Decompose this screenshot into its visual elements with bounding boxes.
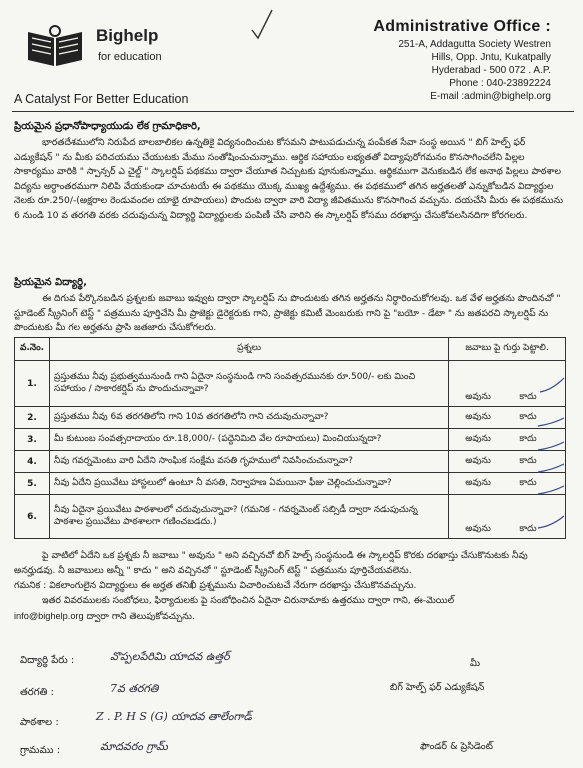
office-line: 251-A, Addagutta Society Westren (398, 39, 551, 50)
class-label: తరగతి : (20, 687, 54, 698)
row-number: 4. (15, 451, 50, 473)
tagline: A Catalyst For Better Education (14, 92, 189, 106)
signature-closing: మీ (470, 658, 481, 669)
school-label: పాఠశాల : (20, 717, 59, 728)
table-row (15, 451, 566, 473)
handwritten-tick-marks (500, 376, 570, 536)
disqualification-paragraph: పై వాటిలో ఏదేని ఒక ప్రశ్నకు నీ జవాబు " అవును " అని వచ్చినచో బిగ్ హెల్ప్ సంస్థనుండి ఈ స్కాలర్షిప్ కొరకు దరఖాస్తు చేసుకొనుటకు నీవు అనర్హుడవు. నీ జవాబులు అన్నీ " కాదు " అని వచ్చినచో " స్టూడెంట్ స్క్రీనింగ్ టెస్ట్ " పత్రమును పూర్తిచేయవలెను. (14, 550, 528, 576)
no-option[interactable]: కాదు (519, 411, 537, 422)
office-phone: Phone : 040-23892224 (449, 78, 551, 89)
checkmark-icon (250, 8, 274, 42)
row-number: 5. (15, 473, 50, 495)
yes-option[interactable]: అవును (465, 477, 491, 488)
email-tail: ద్వారా గాని తెలుపుకోవచ్చును. (86, 611, 195, 622)
village-value[interactable]: మాదవరం గ్రామ్ (100, 740, 168, 753)
class-value[interactable]: 7వ తరగతి (110, 682, 159, 695)
eligibility-paragraph: ఈ దిగువ పేర్కొనబడిన ప్రశ్నలకు జవాబు ఇవ్వుట ద్వారా స్కాలర్షిప్ ను పొందుటకు తగిన అర్హతను నిర్ధారించుకోగలవు. ఒక వేళ అర్హతను పొందినచో " స్టూడెంట్ స్క్రీనింగ్ టెస్ట్ " పత్రమును పూర్తిచేసి మీ ప్రాజెక్టు డైరెక్టరుకు గాని, ప్రాజెక్టు కమిటీ మెంబరుకు గాని పై "బయో - డేటా " ను జతపరచి స్కాలర్షిప్ ను పొందుటకు మీ గల అర్హతను ప్రాసి జతజారు చేసుకోగలరు. (14, 293, 561, 333)
no-option[interactable]: కాదు (519, 477, 537, 488)
col-number-header: వ.నెం. (15, 338, 50, 361)
yes-option[interactable]: అవును (465, 433, 491, 444)
office-email: E-mail :admin@bighelp.org (430, 91, 551, 102)
table-row (15, 429, 566, 451)
name-value[interactable]: వొప్పలపేరిమి యాదవ ఉత్తర్ (110, 650, 230, 663)
row-number: 3. (15, 429, 50, 451)
eligibility-table (14, 337, 566, 539)
row-number: 2. (15, 407, 50, 429)
row-number: 1. (15, 361, 50, 407)
header-divider (12, 111, 574, 112)
row-number: 6. (15, 495, 50, 539)
contact-paragraph: ఇతర వివరములకు సంబోధలు, ఫిర్యాదులకు పై సంబోధించిన ఏదైనా చిరునామాకు ఉత్తరము ద్వారా గాని, ఈ-మెయిల్ (42, 595, 455, 606)
no-option[interactable]: కాదు (519, 433, 537, 444)
row-question: నీవు ఏదైనా ప్రయివేటు పాఠశాలలో చదువుచున్నావా? (గమనిక - గవర్నమెంట్ సబ్సిడీ ద్వారా నడుపుచున్న పాఠశాల ప్రయివేటు పాఠశాలగా గణించబడదు.) (50, 495, 449, 539)
name-label: విద్యార్థి పేరు : (20, 655, 75, 666)
office-line: Hyderabad - 500 072 . A.P. (431, 65, 551, 76)
col-answer-header: జవాబు పై గుర్తు పెట్టాలి. (449, 338, 566, 361)
table-row (15, 361, 566, 407)
yes-option[interactable]: అవును (465, 455, 491, 466)
bighelp-logo-icon (24, 22, 86, 70)
contact-email[interactable]: info@bighelp.org (14, 611, 84, 621)
table-header-row (15, 338, 566, 361)
intro-paragraph: భారతదేశములోని నిరుపేద బాలబాలికల ఉన్నతికై విద్యనందించుట కోసమని పాటుపడుచున్న పంపేకత సేవా సంస్థ అయిన " బిగ్ హెల్ప్ ఫర్ ఎడ్యుకేషన్ " ను మీకు పరిచయము చేయుటకు మేము సంతోషించుచున్నాము. ఆర్థిక సహాయం లభ్యతతో విద్యాపురోగమనం కొనసాగించలేని పిల్లల సాకార్యము వారికి " స్పాన్సర్ ఎ చైల్డ్ " స్కాలర్షిప్ పథకము ద్వారా చేయూత నిచ్చుటకు పూనుకున్నాము. ఆర్థికముగా వెనుకబడిన లేక అనాథ పిల్లలు పాఠశాల విద్యను అర్ధాంతరముగా నిలిపి వేయకుండా చూచుటయే ఈ పథకము యొక్క ముఖ్య ఉద్దేశ్యము. ఈ పథకములో తగిన అర్హతలతో ఎన్నుకోబడిన విద్యార్థుల నెలకు రూ.250/-(అక్షరాల రెండువందల యాభై రూపాయలు) పొందుట ద్వారా వారి విద్యా జీవితమును కొనసాగించ వచ్చును. దయచేసి మీరు ఈ పథకమును 6 నుండి 10 వ తరగతి వరకు చదువుచున్న విద్యార్థి విద్యార్థులకు పంపిణీ చేసి వారిని ఈ స్కాలర్షిప్ కోసము దరఖాస్తు చేసుకోవలసినదిగా కోరగలరు. (14, 137, 564, 221)
no-option[interactable]: కాదు (519, 392, 537, 402)
table-row (15, 495, 566, 539)
no-option[interactable]: కాదు (519, 524, 537, 534)
salutation-student: ప్రియమైన విద్యార్థి, (14, 277, 87, 288)
brand-name: Bighelp (96, 26, 159, 45)
signature-org: బిగ్ హెల్ప్ ఫర్ ఎడ్యుకేషన్ (390, 682, 485, 693)
table-row (15, 473, 566, 495)
row-question: మీ కుటుంబ సంవత్సరాదాయం రూ.18,000/- (పద్దెనిమిది వేల రూపాయలు) మించియున్నదా? (50, 429, 449, 451)
village-label: గ్రామము : (20, 745, 61, 756)
school-value[interactable]: Z . P. H S (G) యాదవ తాలేంగాడ్ (96, 710, 252, 723)
signature-title: ఫౌండర్ & ప్రెసిడెంట్ (420, 741, 493, 752)
office-address (373, 18, 551, 103)
note-line: గమనిక : వికలాంగులైన విద్యార్థులు ఈ అర్హత తనిఖీ ప్రశ్నమును విచారించుటచే నేరుగా దరఖాస్తు చేసుకొనవచ్చును. (14, 580, 417, 591)
yes-option[interactable]: అవును (465, 411, 491, 422)
email-line (14, 609, 568, 625)
table-row (15, 407, 566, 429)
office-line: Hills, Opp. Jntu, Kukatpally (431, 52, 551, 63)
brand-subtitle: for education (98, 51, 162, 63)
col-question-header: ప్రశ్నలు (50, 338, 449, 361)
row-question: నీవు ఏదేని ప్రయివేటు హాస్టలులో ఉంటూ నీ వసతి, నిర్వాహణ ఏమయినా ఫీజు చెల్లించుచున్నావా? (50, 473, 449, 495)
salutation-headmaster: ప్రియమైన ప్రధానోపాధ్యాయుడు లేక గ్రామాధికారి, (14, 121, 201, 132)
yes-option[interactable]: అవును (465, 524, 491, 534)
row-question: ప్రస్తుతము నీవు ప్రభుత్వమునుండి గాని ఏదైనా సంస్థనుండి గాని సంవత్సరమునకు రూ.500/- లకు మించి సహాయం / సాకారకర్షిప్ ను పొందుచున్నావా? (50, 361, 449, 407)
office-title: Administrative Office : (373, 18, 551, 35)
row-question: నీవు గవర్నమెంటు వారి ఏదేని సాంఘిక సంక్షేమ వసతి గృహములో నివసించుచున్నావా? (50, 451, 449, 473)
yes-option[interactable]: అవును (465, 392, 491, 402)
row-question: ప్రస్తుతము నీవు 6వ తరగతిలోని గాని 10వ తరగతిలోని గాని చదువుచున్నావా? (50, 407, 449, 429)
no-option[interactable]: కాదు (519, 455, 537, 466)
